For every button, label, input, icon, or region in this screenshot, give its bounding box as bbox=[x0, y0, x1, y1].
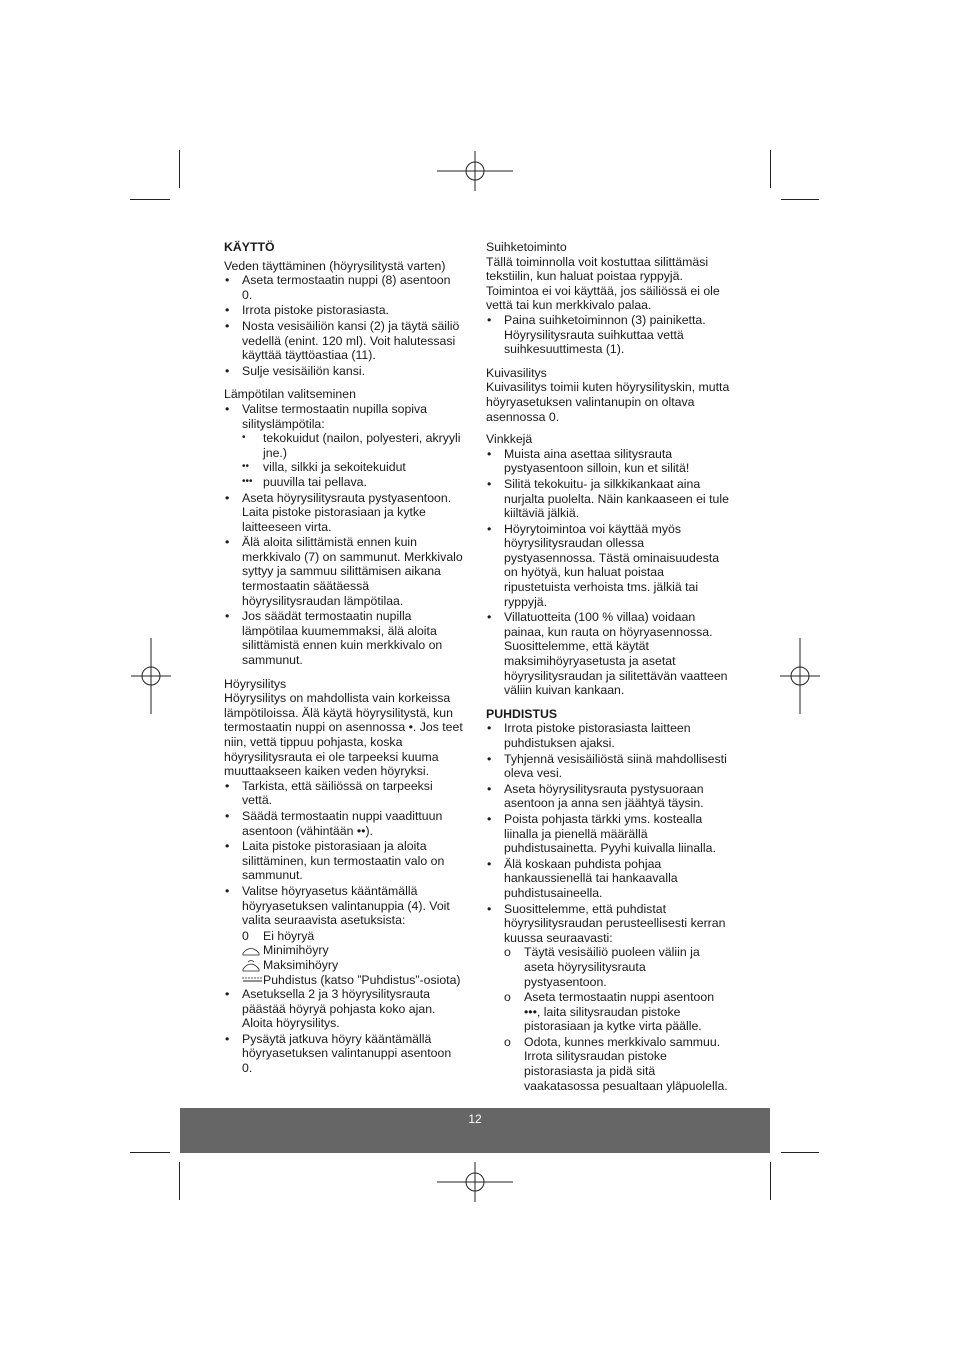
crop-mark bbox=[781, 1152, 819, 1153]
level-item bbox=[242, 460, 464, 475]
tips-list bbox=[486, 447, 731, 698]
steam-setting-row bbox=[242, 973, 464, 988]
list-item: • Villatuotteita (100 % villaa) voidaan painaa, kun rauta on höyryasennossa. Suosittelemme, että käytät maksimihöyryasetusta ja asetat höyrysilitysraudan ja silitettävän vaatteen väliin kuivan kankaan. bbox=[486, 610, 731, 698]
clean-icon bbox=[242, 973, 263, 987]
list-item: • Asetuksella 2 ja 3 höyrysilitysrauta päästää höyryä pohjasta koko ajan. Aloita höyrysilitys. bbox=[224, 987, 464, 1031]
zero-symbol: 0 bbox=[242, 928, 249, 943]
list-item: • Jos säädät termostaatin nupilla lämpötilaa kuumemmaksi, älä aloita silittämistä ennen kuin merkkivalo on sammunut. bbox=[224, 609, 464, 667]
list-item: • Tyhjennä vesisäiliöstä siinä mahdollisesti oleva vesi. bbox=[486, 752, 731, 781]
list-item: • Sulje vesisäiliön kansi. bbox=[224, 364, 464, 379]
dry-text: Kuivasilitys toimii kuten höyrysilityskin, mutta höyryasetuksen valintanupin on oltava asennossa 0. bbox=[486, 380, 730, 424]
steam-settings bbox=[224, 929, 464, 987]
list-item: • Höyrytoimintoa voi käyttää myös höyrysilitysraudan ollessa pystyasennossa. Tästä ominaisuudesta on hyötyä, kun haluat poistaa ripustetuista verhoista tms. jälkiä tai ryppyjä. bbox=[486, 522, 731, 610]
section-heading-usage: KÄYTTÖ bbox=[224, 240, 275, 254]
list-item: • Aseta höyrysilitysrauta pystysuoraan asentoon ja anna sen jäähtyä täysin. bbox=[486, 782, 731, 811]
crop-mark bbox=[770, 1162, 771, 1200]
registration-mark-icon bbox=[437, 133, 513, 209]
steam-setting-text: Minimihöyry bbox=[263, 943, 329, 958]
level-item bbox=[242, 475, 464, 490]
steam-list bbox=[224, 779, 464, 928]
subheading-steam: Höyrysilitys bbox=[224, 676, 287, 691]
level-text: tekokuidut (nailon, polyesteri, akryyli jne.) bbox=[263, 431, 461, 460]
level-item bbox=[242, 431, 464, 460]
subheading-filling: Veden täyttäminen (höyrysilitystä varten) bbox=[224, 258, 446, 273]
crop-mark bbox=[781, 199, 819, 200]
max-steam-icon bbox=[242, 958, 263, 972]
steam-setting-row bbox=[242, 943, 464, 958]
min-steam-icon bbox=[242, 943, 263, 957]
temperature-list bbox=[224, 402, 464, 668]
steam-setting-text: Puhdistus (katso ”Puhdistus”-osiota) bbox=[263, 972, 461, 987]
level-text: puuvilla tai pellava. bbox=[263, 474, 367, 489]
list-item: • Irrota pistoke pistorasiasta. bbox=[224, 303, 464, 318]
list-item: • Poista pohjasta tärkki yms. kostealla liinalla ja pienellä määrällä puhdistusainetta. Pyyhi kuivalla liinalla. bbox=[486, 812, 731, 856]
list-item: • Älä aloita silittämistä ennen kuin merkkivalo (7) on sammunut. Merkkivalo syttyy ja sammuu silittämisen aikana termostaatin säätäessä höyrysilitysraudan lämpötilaa. bbox=[224, 535, 464, 608]
registration-mark-icon bbox=[762, 638, 838, 714]
level-text: villa, silkki ja sekoitekuidut bbox=[263, 460, 406, 475]
subheading-dry: Kuivasilitys bbox=[486, 365, 547, 380]
level-symbol: • bbox=[242, 432, 246, 444]
left-column bbox=[224, 240, 464, 1077]
level-symbol: ••• bbox=[242, 475, 253, 487]
list-item: • Paina suihketoiminnon (3) painiketta. Höyrysilitysrauta suihkuttaa vettä suihkesuuttimesta (1). bbox=[486, 313, 731, 357]
crop-mark bbox=[179, 1162, 180, 1200]
spray-intro: Tällä toiminnolla voit kostuttaa silittämäsi tekstiilin, kun haluat poistaa ryppyjä. Toimintoa ei voi käyttää, jos säiliössä ei ole vettä tai kun merkkivalo palaa. bbox=[486, 254, 720, 313]
list-item: • Irrota pistoke pistorasiasta laitteen puhdistuksen ajaksi. bbox=[486, 721, 731, 750]
steam-setting-text: Ei höyryä bbox=[263, 928, 315, 943]
step-item: o Aseta termostaatin nuppi asentoon •••, laita silitysraudan pistoke pistorasiaan ja kytke virta päälle. bbox=[504, 990, 731, 1034]
steam-setting-row bbox=[242, 929, 464, 944]
list-item: • Muista aina asettaa silitysrauta pystyasentoon silloin, kun et silitä! bbox=[486, 447, 731, 476]
temperature-levels bbox=[242, 431, 464, 489]
crop-mark bbox=[770, 150, 771, 188]
crop-mark bbox=[130, 1152, 170, 1153]
section-heading-cleaning: PUHDISTUS bbox=[486, 706, 558, 721]
list-item: • Silitä tekokuitu- ja silkkikankaat aina nurjalta puolelta. Näin kankaaseen ei tule kiiltäviä jälkiä. bbox=[486, 477, 731, 521]
list-item: • Laita pistoke pistorasiaan ja aloita silittäminen, kun termostaatin valo on sammunut. bbox=[224, 839, 464, 883]
crop-mark bbox=[130, 199, 170, 200]
subheading-tips: Vinkkejä bbox=[486, 432, 533, 447]
list-item: • Aseta termostaatin nuppi (8) asentoon 0. bbox=[224, 273, 464, 302]
list-item-text: Valitse termostaatin nupilla sopiva silityslämpötila: bbox=[242, 401, 428, 431]
list-item: • Pysäytä jatkuva höyry kääntämällä höyryasetuksen valintanuppi asentoon 0. bbox=[224, 1032, 464, 1076]
list-item-text: Suosittelemme, että puhdistat höyrysilitysraudan perusteellisesti kerran kuussa seuraavasti: bbox=[504, 901, 726, 945]
step-item: o Odota, kunnes merkkivalo sammuu. Irrota silitysraudan pistoke pistorasiasta ja pidä sitä vaakatasossa pesualtaan yläpuolella. bbox=[504, 1035, 731, 1093]
list-item: • Aseta höyrysilitysrauta pystyasentoon. Laita pistoke pistorasiaan ja kytke laitteeseen virta. bbox=[224, 491, 464, 535]
cleaning-steps bbox=[504, 945, 731, 1093]
steam-setting-text: Maksimihöyry bbox=[263, 957, 339, 972]
steam-list-after bbox=[224, 987, 464, 1076]
registration-mark-icon bbox=[113, 638, 189, 714]
steam-intro: Höyrysilitys on mahdollista vain korkeissa lämpötiloissa. Älä käytä höyrysilitystä, kun termostaatin nuppi on asennossa •. Jos teet niin, vettä tippuu pohjasta, koska höyrysilitysrauta ei ole tarpeeksi kuuma muuttaakseen kaiken veden höyryksi. bbox=[224, 691, 463, 779]
cleaning-list bbox=[486, 721, 731, 1093]
list-item bbox=[224, 402, 464, 490]
subheading-spray: Suihketoiminto bbox=[486, 240, 567, 254]
right-column bbox=[486, 240, 731, 1094]
spray-list bbox=[486, 313, 731, 357]
list-item: • Nosta vesisäiliön kansi (2) ja täytä säiliö vedellä (enint. 120 ml). Voit halutessasi käyttää täyttöastiaa (11). bbox=[224, 319, 464, 363]
list-item: • Älä koskaan puhdista pohjaa hankaussienellä tai hankaavalla puhdistusaineella. bbox=[486, 857, 731, 901]
step-item: o Täytä vesisäiliö puoleen väliin ja aseta höyrysilitysrauta pystyasentoon. bbox=[504, 945, 731, 989]
registration-mark-icon bbox=[437, 1144, 513, 1220]
subheading-temperature: Lämpötilan valitseminen bbox=[224, 387, 356, 402]
page-number: 12 bbox=[468, 1112, 482, 1126]
list-item: • Tarkista, että säiliössä on tarpeeksi vettä. bbox=[224, 779, 464, 808]
steam-setting-row bbox=[242, 958, 464, 973]
level-symbol: •• bbox=[242, 461, 250, 473]
list-item: • Valitse höyryasetus kääntämällä höyryasetuksen valintanuppia (4). Voit valita seuraavista asetuksista: bbox=[224, 884, 464, 928]
list-item: • Säädä termostaatin nuppi vaadittuun asentoon (vähintään ••). bbox=[224, 809, 464, 838]
list-item bbox=[486, 902, 731, 1094]
footer-bar bbox=[180, 1108, 770, 1153]
filling-list bbox=[224, 273, 464, 378]
crop-mark bbox=[179, 150, 180, 188]
